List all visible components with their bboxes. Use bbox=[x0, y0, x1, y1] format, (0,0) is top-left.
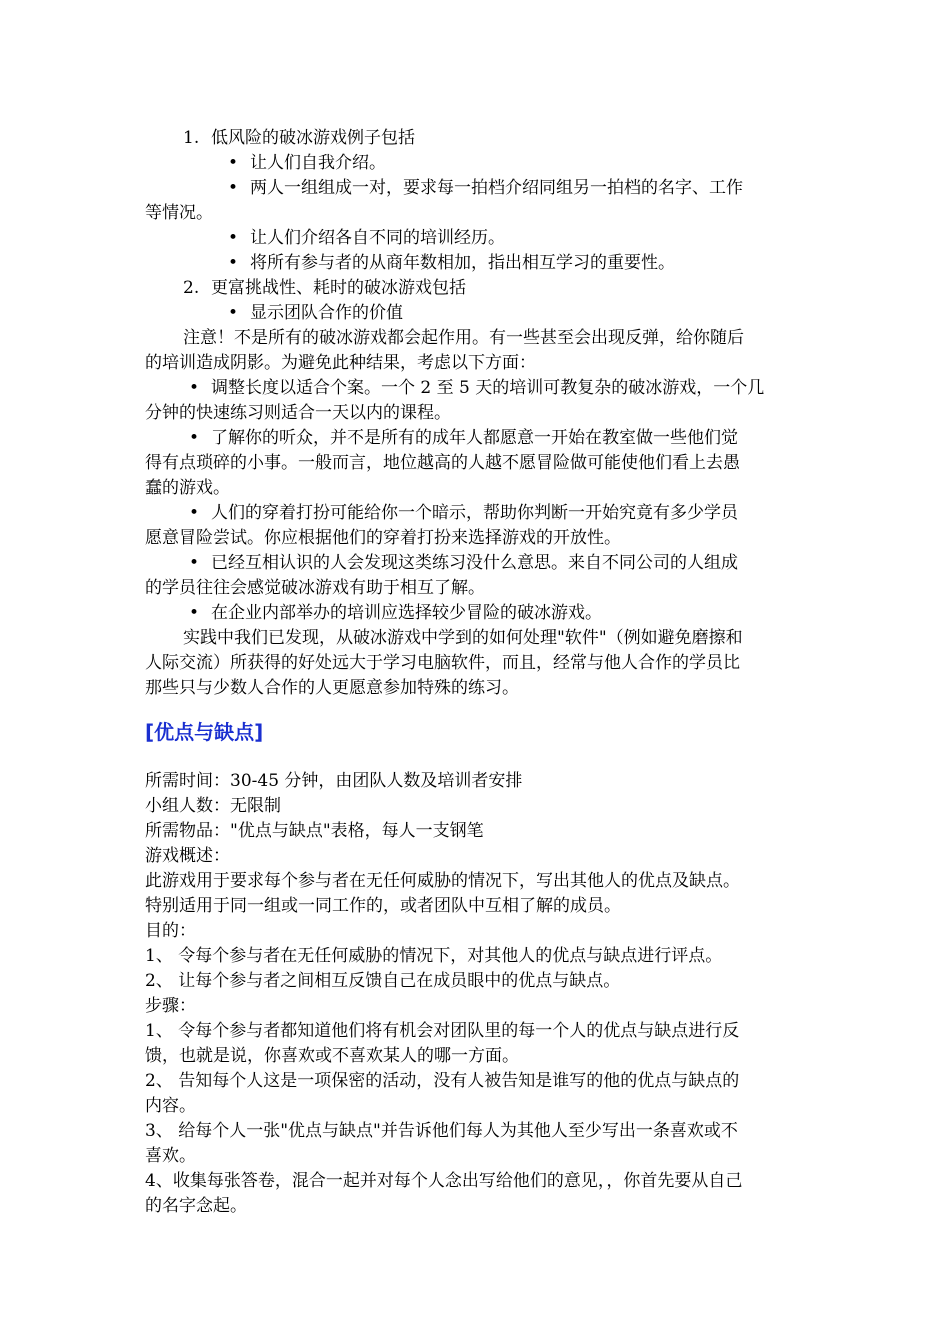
sub-item: 将所有参与者的从商年数相加，指出相互学习的重要性。 bbox=[250, 253, 675, 273]
sub-item: 显示团队合作的价值 bbox=[250, 303, 403, 323]
practice-paragraph-continued: 那些只与少数人合作的人更愿意参加特殊的练习。 bbox=[145, 678, 519, 698]
practice-paragraph-continued: 人际交流）所获得的好处远大于学习电脑软件，而且，经常与他人合作的学员比 bbox=[145, 653, 740, 673]
overview-label: 游戏概述： bbox=[145, 846, 230, 866]
note-paragraph-continued: 的培训造成阴影。为避免此种结果，考虑以下方面： bbox=[145, 353, 536, 373]
consideration-item-continued: 愿意冒险尝试。你应根据他们的穿着打扮来选择游戏的开放性。 bbox=[145, 528, 621, 548]
consideration-item: 了解你的听众，并不是所有的成年人都愿意一开始在教室做一些他们觉 bbox=[211, 428, 738, 448]
bullet-icon: • bbox=[228, 228, 239, 248]
bullet-icon: • bbox=[228, 303, 239, 323]
list-item-low-risk: 低风险的破冰游戏例子包括 bbox=[211, 128, 415, 148]
purpose-label: 目的： bbox=[145, 921, 196, 941]
note-paragraph: 注意！不是所有的破冰游戏都会起作用。有一些甚至会出现反弹，给你随后 bbox=[183, 328, 744, 348]
purpose-item: 1、 令每个参与者在无任何威胁的情况下，对其他人的优点与缺点进行评点。 bbox=[145, 946, 723, 966]
overview-text: 此游戏用于要求每个参与者在无任何威胁的情况下，写出其他人的优点及缺点。 bbox=[145, 871, 740, 891]
list-number-1: 1. bbox=[183, 128, 200, 148]
purpose-item: 2、 让每个参与者之间相互反馈自己在成员眼中的优点与缺点。 bbox=[145, 971, 621, 991]
step-item-continued: 内容。 bbox=[145, 1096, 196, 1116]
bullet-icon: • bbox=[189, 378, 200, 398]
practice-paragraph: 实践中我们已发现，从破冰游戏中学到的如何处理"软件"（例如避免磨擦和 bbox=[183, 628, 743, 648]
required-time: 所需时间：30-45 分钟，由团队人数及培训者安排 bbox=[145, 771, 523, 791]
step-item-continued: 喜欢。 bbox=[145, 1146, 196, 1166]
consideration-item: 已经互相认识的人会发现这类练习没什么意思。来自不同公司的人组成 bbox=[211, 553, 738, 573]
sub-item: 让人们自我介绍。 bbox=[250, 153, 386, 173]
list-number-2: 2. bbox=[183, 278, 200, 298]
bullet-icon: • bbox=[189, 603, 200, 623]
section-heading: [优点与缺点] bbox=[145, 720, 264, 744]
bullet-icon: • bbox=[228, 253, 239, 273]
materials: 所需物品："优点与缺点"表格，每人一支钢笔 bbox=[145, 821, 484, 841]
step-item: 1、 令每个参与者都知道他们将有机会对团队里的每一个人的优点与缺点进行反 bbox=[145, 1021, 740, 1041]
bullet-icon: • bbox=[228, 153, 239, 173]
steps-label: 步骤： bbox=[145, 996, 196, 1016]
consideration-item: 调整长度以适合个案。一个 2 至 5 天的培训可教复杂的破冰游戏，一个几 bbox=[211, 378, 765, 398]
consideration-item: 人们的穿着打扮可能给你一个暗示，帮助你判断一开始究竟有多少学员 bbox=[211, 503, 738, 523]
consideration-item-continued: 的学员往往会感觉破冰游戏有助于相互了解。 bbox=[145, 578, 485, 598]
bullet-icon: • bbox=[189, 553, 200, 573]
consideration-item-continued: 得有点琐碎的小事。一般而言，地位越高的人越不愿冒险做可能使他们看上去愚 bbox=[145, 453, 740, 473]
sub-item-continued: 等情况。 bbox=[145, 203, 213, 223]
sub-item: 两人一组组成一对，要求每一拍档介绍同组另一拍档的名字、工作 bbox=[250, 178, 743, 198]
step-item: 3、 给每个人一张"优点与缺点"并告诉他们每人为其他人至少写出一条喜欢或不 bbox=[145, 1121, 738, 1141]
bullet-icon: • bbox=[189, 503, 200, 523]
step-item-continued: 馈，也就是说，你喜欢或不喜欢某人的哪一方面。 bbox=[145, 1046, 519, 1066]
group-size: 小组人数：无限制 bbox=[145, 796, 281, 816]
step-item-continued: 的名字念起。 bbox=[145, 1196, 247, 1216]
consideration-item-continued: 分钟的快速练习则适合一天以内的课程。 bbox=[145, 403, 451, 423]
bullet-icon: • bbox=[189, 428, 200, 448]
consideration-item-continued: 蠢的游戏。 bbox=[145, 478, 230, 498]
step-item: 2、 告知每个人这是一项保密的活动，没有人被告知是谁写的他的优点与缺点的 bbox=[145, 1071, 740, 1091]
sub-item: 让人们介绍各自不同的培训经历。 bbox=[250, 228, 505, 248]
bullet-icon: • bbox=[228, 178, 239, 198]
overview-text-continued: 特别适用于同一组或一同工作的，或者团队中互相了解的成员。 bbox=[145, 896, 621, 916]
consideration-item: 在企业内部举办的培训应选择较少冒险的破冰游戏。 bbox=[211, 603, 602, 623]
list-item-challenging: 更富挑战性、耗时的破冰游戏包括 bbox=[211, 278, 466, 298]
step-item: 4、收集每张答卷，混合一起并对每个人念出写给他们的意见，，你首先要从自己 bbox=[145, 1171, 743, 1191]
